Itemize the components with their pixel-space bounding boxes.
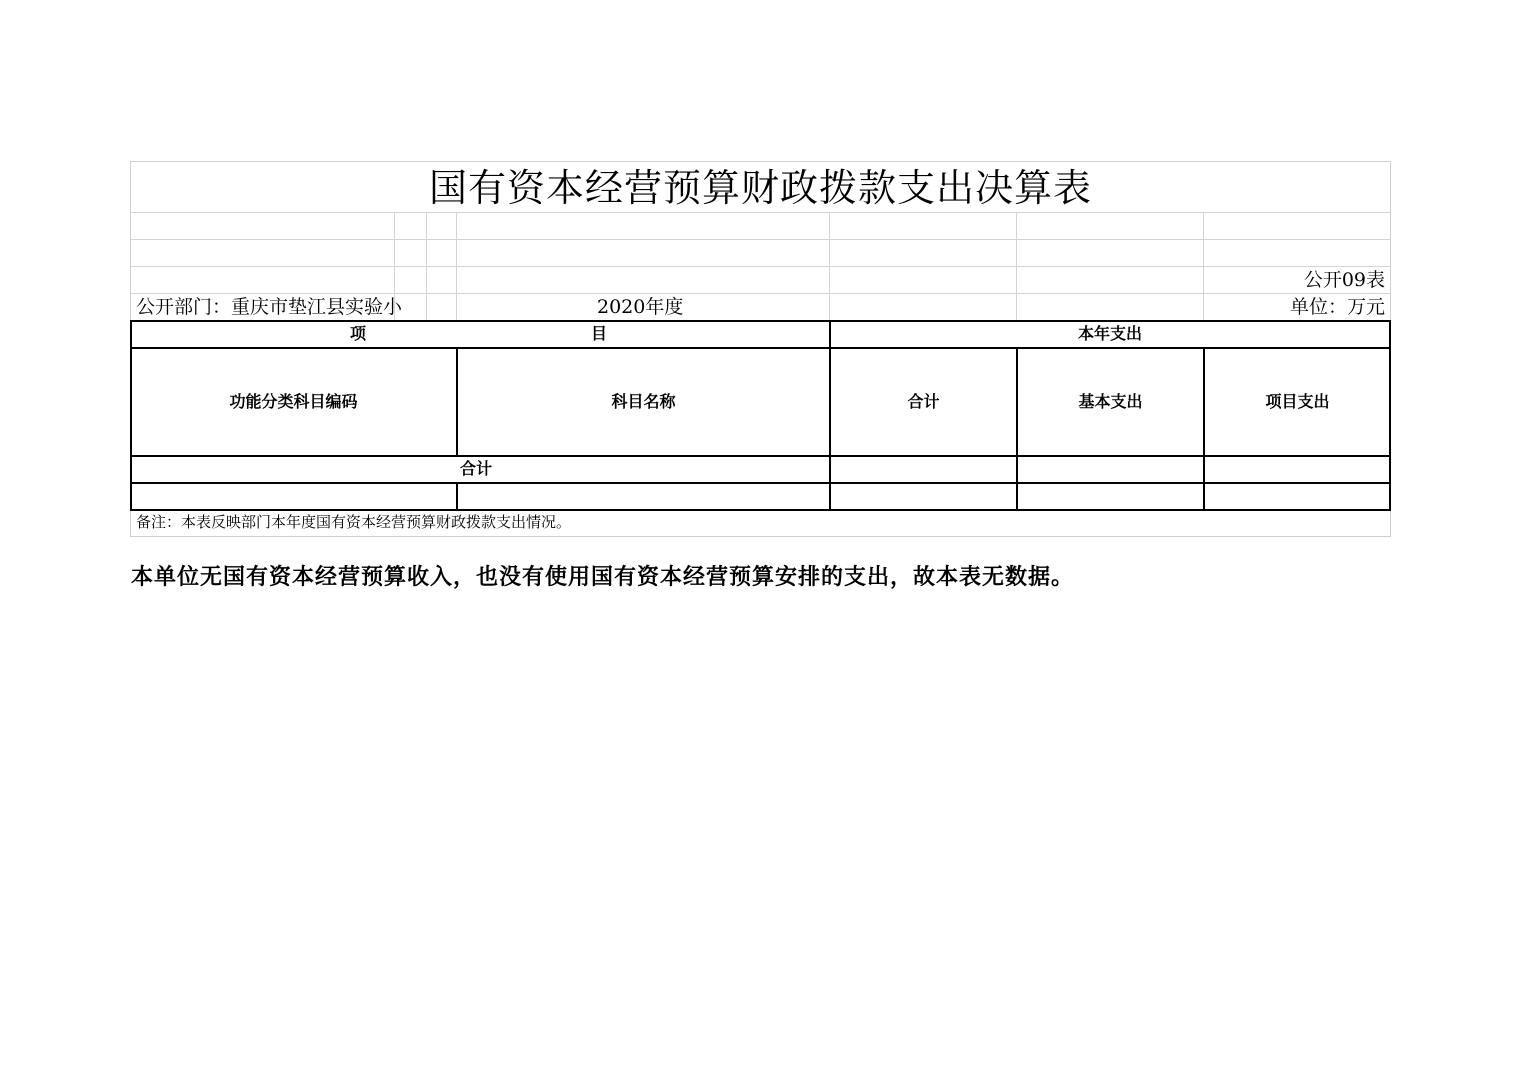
unit-label: 单位：万元 xyxy=(1289,296,1385,318)
no-data-statement: 本单位无国有资本经营预算收入，也没有使用国有资本经营预算安排的支出，故本表无数据。 xyxy=(131,564,1075,590)
department-label: 公开部门：重庆市垫江县实验小 xyxy=(136,296,403,318)
header-basic-column: 基本支出 xyxy=(1078,392,1143,411)
total-row-label: 合计 xyxy=(460,459,493,478)
header-total-column: 合计 xyxy=(907,392,940,411)
header-code-column: 功能分类科目编码 xyxy=(229,392,358,411)
header-project-column: 项目支出 xyxy=(1265,392,1330,411)
page-title: 国有资本经营预算财政拨款支出决算表 xyxy=(428,166,1092,210)
header-item-right: 目 xyxy=(591,324,608,343)
fiscal-year: 2020年度 xyxy=(597,296,684,318)
header-current-year-expense: 本年支出 xyxy=(1077,324,1142,343)
sheet-grid xyxy=(130,161,1391,537)
remark-note: 备注：本表反映部门本年度国有资本经营预算财政拨款支出情况。 xyxy=(136,513,572,531)
header-item-left: 项 xyxy=(350,324,367,343)
form-code: 公开09表 xyxy=(1303,269,1385,291)
header-name-column: 科目名称 xyxy=(611,392,676,411)
